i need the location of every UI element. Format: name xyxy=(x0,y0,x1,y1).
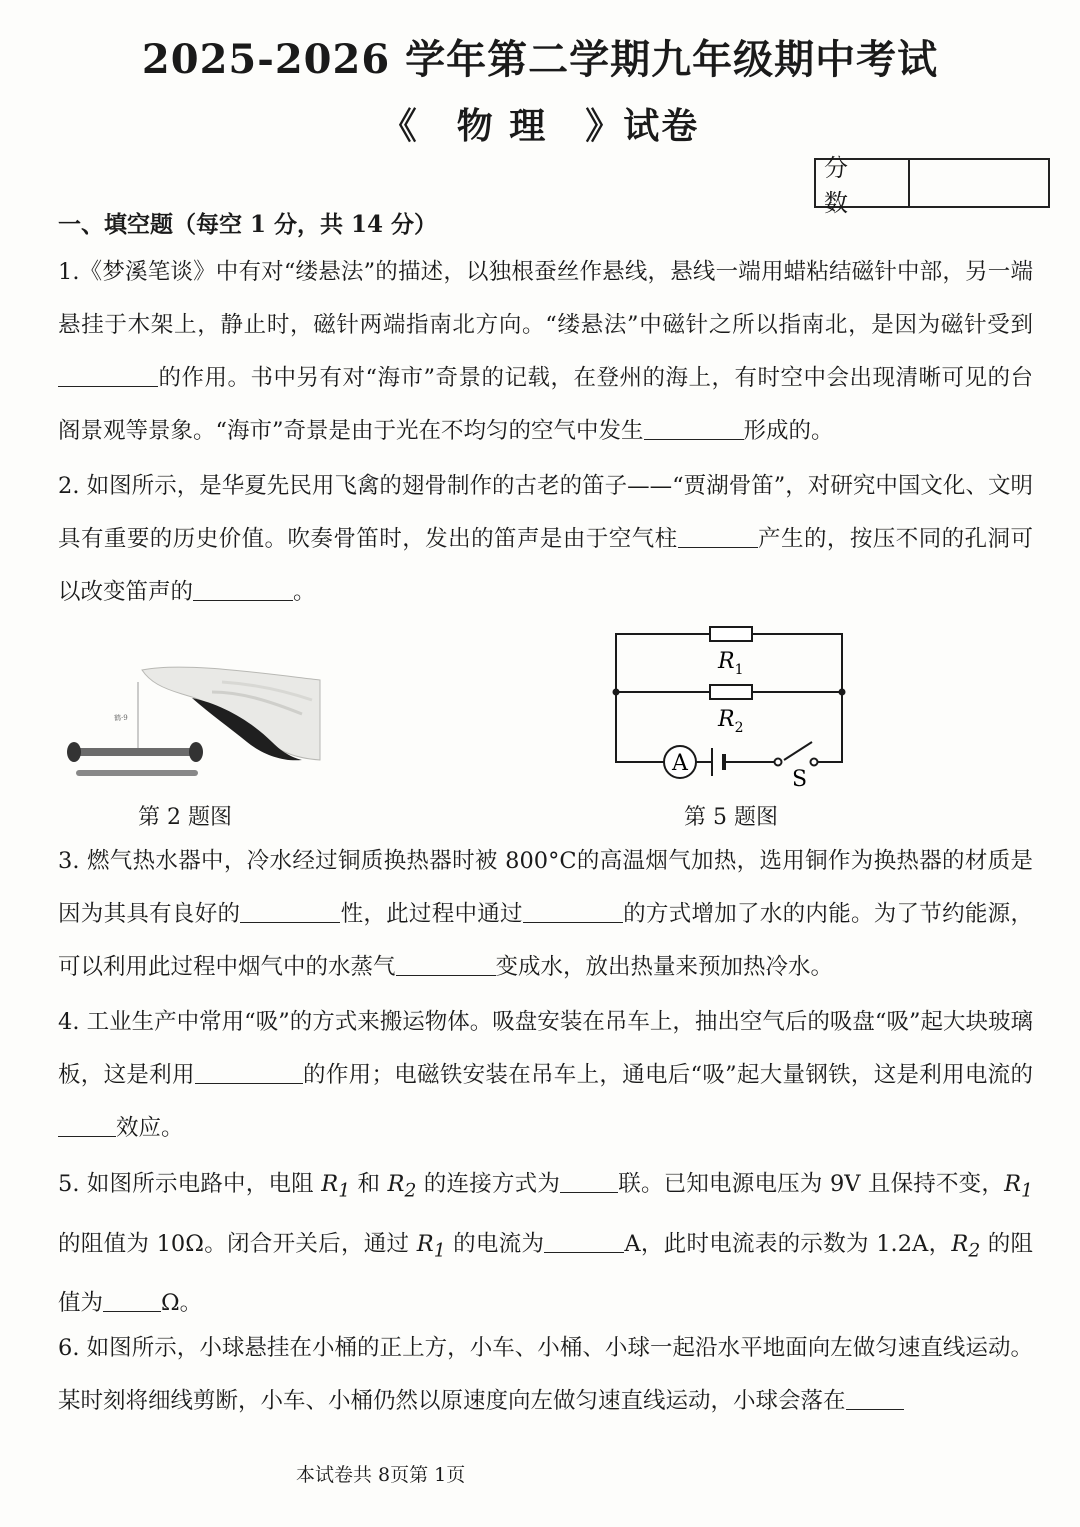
score-value-field[interactable] xyxy=(910,160,1048,206)
q4-blank-1[interactable] xyxy=(195,1061,303,1084)
q3-blank-2[interactable] xyxy=(523,900,623,923)
q3-blank-1[interactable] xyxy=(240,900,340,923)
q4-text-1: 4. 工业生产中常用“吸”的方式来搬运物体。吸盘安装在吊车上，抽出空气后的吸盘“吸”起大块玻璃板，这是利用 xyxy=(58,1009,1033,1088)
q3-text-3: 的方式增加了水的内能。为了节约能源，可以利用此过程中烟气中的水蒸气 xyxy=(58,901,1033,980)
question-3 xyxy=(58,835,1033,994)
switch-label: S xyxy=(792,767,808,792)
q3-text-2: 性，此过程中通过 xyxy=(340,901,523,927)
score-box xyxy=(814,154,1050,217)
q3-text-1: 3. 燃气热水器中，冷水经过铜质换热器时被 800°C的高温烟气加热，选用铜作为换热器的材质是因为其具有良好的 xyxy=(58,848,1033,927)
q5-blank-1[interactable] xyxy=(560,1170,618,1193)
q6-blank-1[interactable] xyxy=(846,1387,904,1410)
svg-text:鹤·9: 鹤·9 xyxy=(114,714,128,722)
q1-text-2: 的作用。书中另有对“海市”奇景的记载，在登州的海上，有时空中会出现清晰可见的台阁景观等景象。“海市”奇景是由于光在不均匀的空气中发生 xyxy=(58,365,1033,444)
q5-text-7: A，此时电流表的示数为 1.2A， xyxy=(624,1230,952,1257)
question-1 xyxy=(58,246,1033,458)
question-6 xyxy=(58,1322,1033,1428)
q5-text-2: 和 xyxy=(350,1171,388,1197)
q5-text-4: 联。已知电源电压为 9V 且保持不变， xyxy=(618,1171,1005,1197)
q1-blank-2[interactable] xyxy=(644,417,744,440)
q3-blank-3[interactable] xyxy=(396,953,496,976)
r2-label: $R_2$ xyxy=(718,707,744,736)
figure-5-circuit xyxy=(606,620,856,792)
q1-text-1: 1.《梦溪笔谈》中有对“缕悬法”的描述，以独根蚕丝作悬线，悬线一端用蜡粘结磁针中部，另一端悬挂于木架上，静止时，磁针两端指南北方向。“缕悬法”中磁针之所以指南北，是因为磁针受到 xyxy=(58,259,1033,338)
q1-text-3: 形成的。 xyxy=(743,418,834,444)
r1-label: $R_1$ xyxy=(718,649,744,678)
question-4 xyxy=(58,996,1033,1155)
q4-text-3: 效应。 xyxy=(116,1115,184,1141)
q2-text-2: 产生的，按压不同的孔洞可以改变笛声的 xyxy=(58,526,1033,605)
q2-blank-1[interactable] xyxy=(678,525,758,548)
page-footer: 本试卷共 8页第 1页 xyxy=(296,1464,466,1486)
ammeter-label: A xyxy=(672,751,688,776)
q5-text-8: 的阻值为 xyxy=(58,1230,1034,1316)
resistor-r1 xyxy=(710,627,752,641)
figure-5-caption: 第 5 题图 xyxy=(684,805,778,830)
section-heading: 一、填空题（每空 1 分，共 14 分） xyxy=(58,211,438,238)
figure-2-bone-flute xyxy=(62,662,332,790)
q5-r2-b: $R_2$ xyxy=(951,1230,981,1261)
q5-text-5: 的阻值为 10Ω。闭合开关后，通过 xyxy=(58,1230,417,1257)
resistor-r2 xyxy=(710,685,752,699)
q4-blank-2[interactable] xyxy=(58,1114,116,1137)
q5-blank-3[interactable] xyxy=(103,1289,161,1312)
q5-text-3: 的连接方式为 xyxy=(416,1171,561,1197)
q2-text-3: 。 xyxy=(293,579,316,605)
q3-text-4: 变成水，放出热量来预加热冷水。 xyxy=(495,954,834,980)
q2-text-1: 2. 如图所示，是华夏先民用飞禽的翅骨制作的古老的笛子——“贾湖骨笛”，对研究中国文化、文明具有重要的历史价值。吹奏骨笛时，发出的笛声是由于空气柱 xyxy=(58,473,1033,552)
question-5 xyxy=(58,1158,1033,1330)
q1-blank-1[interactable] xyxy=(58,364,158,387)
q5-blank-2[interactable] xyxy=(544,1230,624,1253)
question-2 xyxy=(58,460,1033,619)
q5-text-6: 的电流为 xyxy=(445,1230,545,1257)
q5-r1: $R_1$ xyxy=(321,1171,351,1202)
figure-2-caption: 第 2 题图 xyxy=(138,805,232,830)
q6-text-1: 6. 如图所示，小球悬挂在小桶的正上方，小车、小桶、小球一起沿水平地面向左做匀速直线运动。某时刻将细线剪断，小车、小桶仍然以原速度向左做匀速直线运动，小球会落在 xyxy=(58,1335,1033,1414)
q2-blank-2[interactable] xyxy=(193,578,293,601)
exam-title: 2025-2026 学年第二学期九年级期中考试 xyxy=(141,36,939,83)
score-label: 分 数 xyxy=(816,160,910,206)
q5-r2: $R_2$ xyxy=(387,1171,417,1202)
q5-text-9: Ω。 xyxy=(161,1290,203,1316)
q4-text-2: 的作用；电磁铁安装在吊车上，通电后“吸”起大量钢铁，这是利用电流的 xyxy=(302,1062,1033,1088)
exam-subtitle: 《 物 理 》试卷 xyxy=(380,105,700,147)
q5-r1-b: $R_1$ xyxy=(1004,1171,1033,1202)
q5-text-1: 5. 如图所示电路中，电阻 xyxy=(58,1171,322,1197)
q5-r1-c: $R_1$ xyxy=(416,1230,446,1261)
